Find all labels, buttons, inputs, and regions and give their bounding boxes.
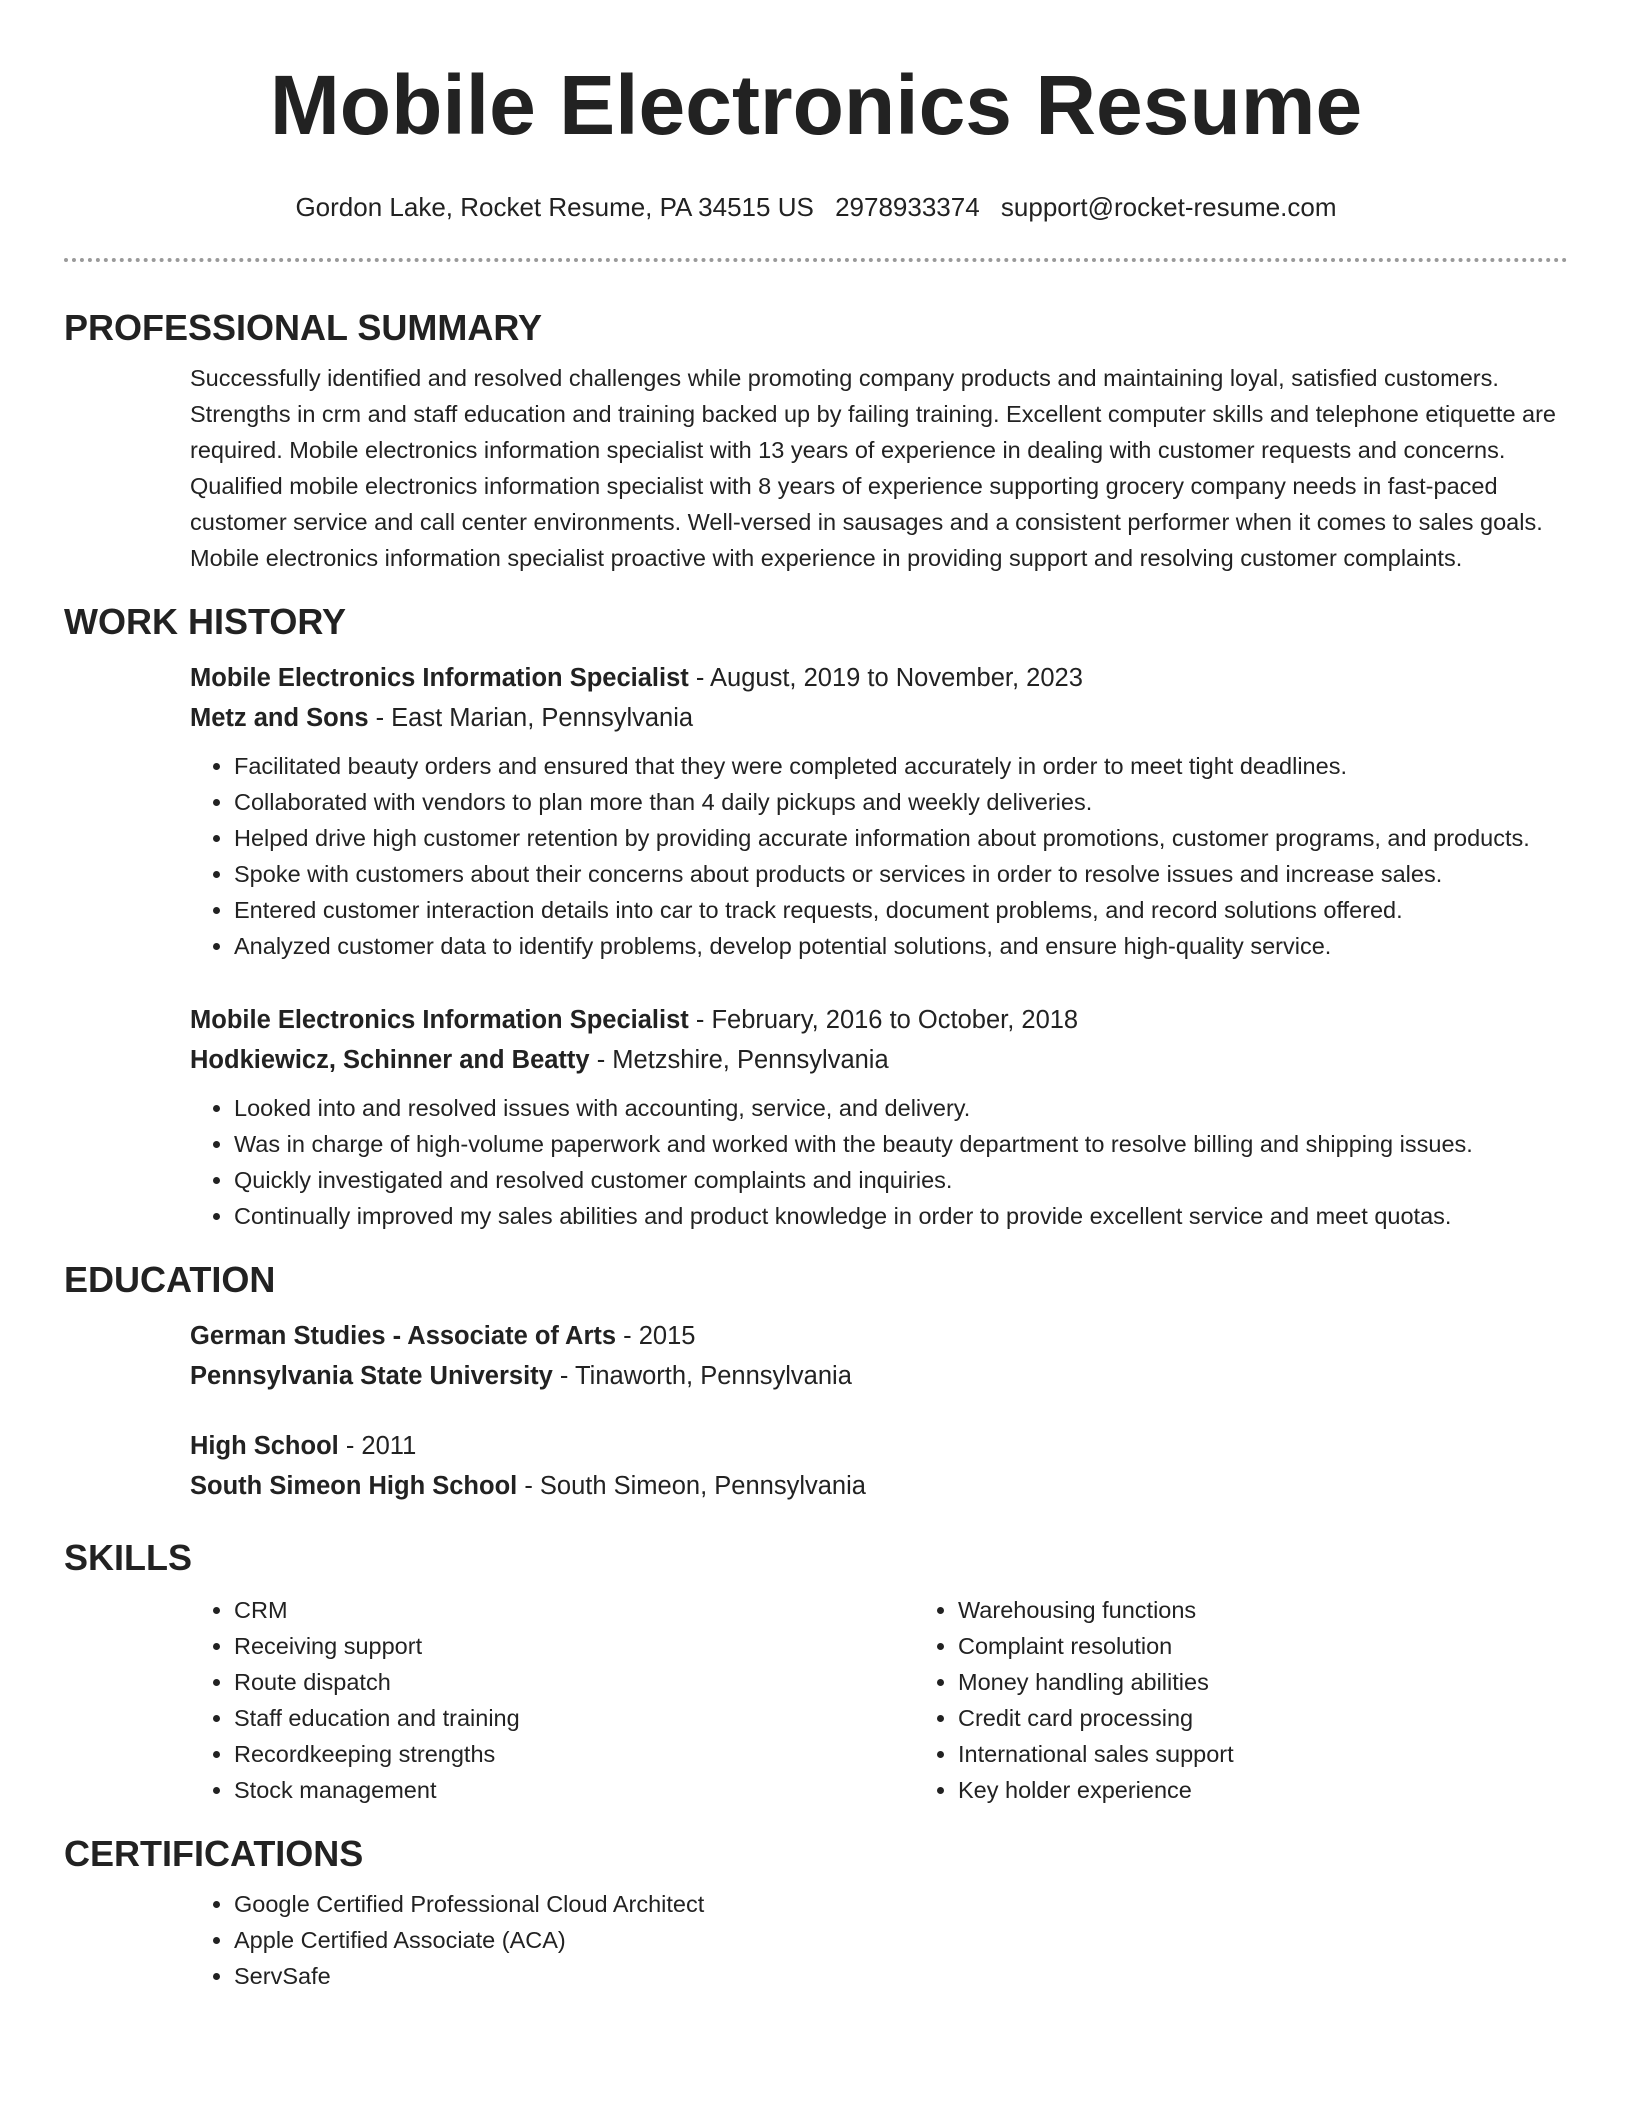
job-company-line: [190, 1040, 1568, 1080]
school-location: - Tinaworth, Pennsylvania: [552, 1362, 852, 1390]
education-entry: [190, 1316, 1568, 1396]
education-entry: [190, 1426, 1568, 1506]
certifications-list: [190, 1886, 1568, 1994]
contact-email: support@rocket-resume.com: [1000, 192, 1337, 222]
job-title-line: [190, 658, 1568, 698]
job-bullet: • Quickly investigated and resolved customer complaints and inquiries.: [234, 1162, 1568, 1198]
skill-item: • Receiving support: [234, 1628, 914, 1664]
certification-item: • Google Certified Professional Cloud Architect: [234, 1886, 1568, 1922]
job-bullet: • Entered customer interaction details into car to track requests, document problems, and record solutions offered.: [234, 892, 1568, 928]
degree-line: [190, 1316, 1568, 1356]
skills-column-right: [914, 1592, 1632, 1808]
job-bullet: • Looked into and resolved issues with accounting, service, and delivery.: [234, 1090, 1568, 1126]
skill-item: • Money handling abilities: [958, 1664, 1632, 1700]
degree: German Studies - Associate of Arts: [190, 1322, 617, 1350]
job-title-line: [190, 1000, 1568, 1040]
skills-grid: [190, 1592, 1568, 1808]
certification-item: • ServSafe: [234, 1958, 1568, 1994]
job-bullet: • Helped drive high customer retention by providing accurate information about promotions, customer programs, and products.: [234, 820, 1568, 856]
job-title: Mobile Electronics Information Specialist: [190, 1006, 689, 1034]
job-bullet: • Collaborated with vendors to plan more than 4 daily pickups and weekly deliveries.: [234, 784, 1568, 820]
summary-text: Successfully identified and resolved challenges while promoting company products and maintaining loyal, satisfied customers. Strengths in crm and staff education and training backed up by failing training. Excellent computer skills and telephone etiquette are required. Mobile electronics information specialist with 13 years of experience in dealing with customer requests and concerns. Qualified mobile electronics information specialist with 8 years of experience supporting grocery company needs in fast-paced customer service and call center environments. Well-versed in sausages and a consistent performer when it comes to sales goals. Mobile electronics information specialist proactive with experience in providing support and resolving customer complaints.: [190, 365, 1557, 571]
job-bullet: • Facilitated beauty orders and ensured that they were completed accurately in order to meet tight deadlines.: [234, 748, 1568, 784]
skill-item: • Credit card processing: [958, 1700, 1632, 1736]
job-dates: - February, 2016 to October, 2018: [688, 1006, 1079, 1034]
job-bullet: • Was in charge of high-volume paperwork and worked with the beauty department to resolve billing and shipping issues.: [234, 1126, 1568, 1162]
skill-item: • Route dispatch: [234, 1664, 914, 1700]
degree-year: - 2011: [338, 1432, 417, 1460]
job-company-line: [190, 698, 1568, 738]
job-bullet: • Continually improved my sales abilities and product knowledge in order to provide excellent service and meet quotas.: [234, 1198, 1568, 1234]
job-title: Mobile Electronics Information Specialist: [190, 664, 689, 692]
skill-item: • Recordkeeping strengths: [234, 1736, 914, 1772]
school-name: South Simeon High School: [190, 1472, 518, 1500]
job-location: - East Marian, Pennsylvania: [368, 704, 694, 732]
job-entry: [190, 1000, 1568, 1234]
contact-address: Gordon Lake, Rocket Resume, PA 34515 US: [295, 192, 814, 222]
job-bullets: [190, 1090, 1568, 1234]
job-company: Metz and Sons: [190, 704, 369, 732]
school-name: Pennsylvania State University: [190, 1362, 553, 1390]
degree: High School: [190, 1432, 339, 1460]
job-company: Hodkiewicz, Schinner and Beatty: [190, 1046, 590, 1074]
degree-line: [190, 1426, 1568, 1466]
school-line: [190, 1356, 1568, 1396]
skill-item: • International sales support: [958, 1736, 1632, 1772]
education-heading: EDUCATION: [64, 1259, 276, 1300]
job-bullet: • Spoke with customers about their concerns about products or services in order to resolve issues and increase sales.: [234, 856, 1568, 892]
job-location: - Metzshire, Pennsylvania: [589, 1046, 889, 1074]
certifications-section: [64, 1832, 1568, 1994]
school-location: - South Simeon, Pennsylvania: [517, 1472, 866, 1500]
skill-item: • Key holder experience: [958, 1772, 1632, 1808]
job-dates: - August, 2019 to November, 2023: [688, 664, 1083, 692]
skills-column-left: [190, 1592, 914, 1808]
resume-title: Mobile Electronics Resume: [269, 58, 1363, 152]
work-history-section: [64, 600, 1568, 1234]
header-divider: [64, 258, 1568, 262]
school-line: [190, 1466, 1568, 1506]
skills-section: [64, 1536, 1568, 1808]
skill-item: • Warehousing functions: [958, 1592, 1632, 1628]
work-history-heading: WORK HISTORY: [64, 601, 347, 642]
summary-heading: PROFESSIONAL SUMMARY: [64, 307, 543, 348]
skill-item: • Stock management: [234, 1772, 914, 1808]
skill-item: • CRM: [234, 1592, 914, 1628]
certification-item: • Apple Certified Associate (ACA): [234, 1922, 1568, 1958]
job-bullet: • Analyzed customer data to identify problems, develop potential solutions, and ensure high-quality service.: [234, 928, 1568, 964]
summary-section: [64, 306, 1568, 576]
certifications-heading: CERTIFICATIONS: [64, 1833, 364, 1874]
contact-phone: 2978933374: [835, 192, 980, 222]
skill-item: • Staff education and training: [234, 1700, 914, 1736]
job-entry: [190, 658, 1568, 964]
degree-year: - 2015: [616, 1322, 696, 1350]
education-section: [64, 1258, 1568, 1506]
contact-line: [64, 190, 1568, 224]
job-bullets: [190, 748, 1568, 964]
skills-heading: SKILLS: [64, 1537, 193, 1578]
skill-item: • Complaint resolution: [958, 1628, 1632, 1664]
